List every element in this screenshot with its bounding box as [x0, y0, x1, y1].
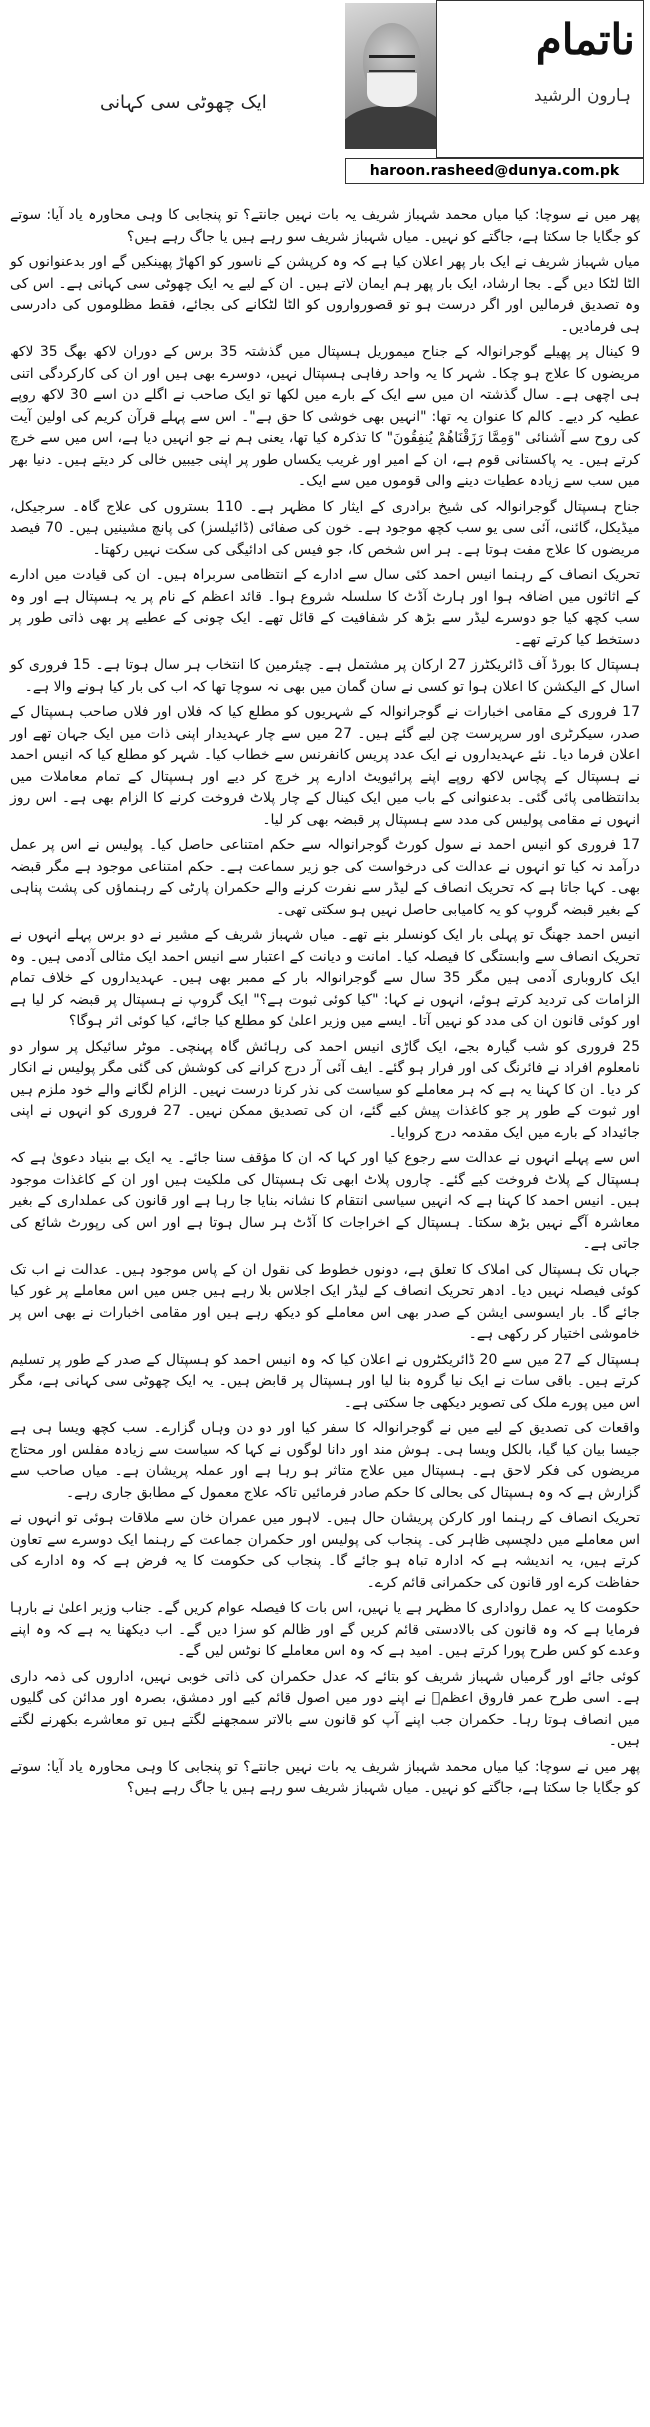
paragraph: واقعات کی تصدیق کے لیے میں نے گوجرانوالہ کا سفر کیا اور دو دن وہاں گزارے۔ سب کچھ ویسا ہی ہے جیسا بیان کیا گیا، بالکل ویسا ہی۔ ہوش مند اور دانا لوگوں نے کہا کہ سیاست سے زیادہ مفلس اور محتاج مریضوں کی فکر لاحق ہے۔ ہسپتال میں علاج متاثر ہو رہا ہے اور عملہ پریشان ہے۔ میاں صاحب سے گزارش ہے کہ وہ ہسپتال کی بحالی کا حکم صادر فرمائیں تاکہ علاج معمول کے مطابق جاری رہے۔ [10, 1420, 640, 1501]
author-name: ہارون الرشید [533, 86, 631, 106]
paragraph: 17 فروری کے مقامی اخبارات نے گوجرانوالہ کے شہریوں کو مطلع کیا کہ فلاں اور فلاں صاحب ہسپتال کے صدر، سیکرٹری اور سرپرست چن لیے گئے ہیں۔ 27 میں سے چار عہدیدار اپنی ذات میں ایک جہان تھے اور اعلان فرما دیا۔ نئے عہدیداروں نے ایک عدد پریس کانفرنس سے خطاب کیا۔ شہر کو مطلع کیا کہ انیس احمد نے ہسپتال کے پچاس لاکھ روپے اپنے پرائیویٹ ادارے پر خرچ کر دیے اور ہسپتال کے تمام معاملات میں بدانتظامی پائی گئی۔ بدعنوانی کے باب میں ایک کینال کے چار پلاٹ فروخت کرنے کا الزام بھی ہے۔ اس روز انہوں نے مقامی پولیس کی مدد سے ہسپتال پر قبضہ بھی کر لیا۔ [10, 704, 640, 828]
paragraph: 9 کینال پر پھیلے گوجرانوالہ کے جناح میموریل ہسپتال میں گذشتہ 35 برس کے دوران لاکھ بھگ 35 لاکھ مریضوں کا علاج ہو چکا۔ شہر کا یہ واحد رفاہی ہسپتال نہیں، دوسرے بھی ہیں اور ان کی کارکردگی اتنی ہی اچھی ہے۔ سال گذشتہ ان میں سے ایک کے بارے میں لکھا تو ایک صاحب نے اگلے دن اسے 30 لاکھ روپے عطیہ کر دیے۔ کالم کا عنوان یہ تھا: "انہیں بھی خوشی کا حق ہے"۔ اس سے پہلے قرآن کریم کی اولین آیت کی روح سے آشنائی "وَمِمَّا رَزَقْنَاهُمْ يُنفِقُونَ" کا تذکرہ کیا تھا، یعنی ہم نے جو انہیں دیا ہے، اس میں سے خرچ کرتے ہیں۔ یہ پاکستانی قوم ہے، ان کے امیر اور غریب یکساں طور پر اپنی جیبیں خالی کر دیتے ہیں۔ دنیا بھر میں سب سے زیادہ عطیات دینے والی قوموں میں سے ایک۔ [10, 344, 640, 489]
paragraph: میاں شہباز شریف نے ایک بار پھر اعلان کیا ہے کہ وہ کرپشن کے ناسور کو اکھاڑ پھینکیں گے اور بدعنوانوں کو الٹا لٹکا دیں گے۔ بجا ارشاد، ایک بار پھر ہم ایمان لاتے ہیں۔ ان کے لیے یہ ایک چھوٹی سی کہانی ہے۔ اس کی وہ تصدیق فرمالیں اور اگر درست ہو تو قصورواروں کو الٹا لٹکانے کی بجائے، فقط مظلوموں کی دادرسی ہی فرمادیں۔ [10, 254, 640, 335]
paragraph: اس سے پہلے انہوں نے عدالت سے رجوع کیا اور کہا کہ ان کا مؤقف سنا جائے۔ یہ ایک بے بنیاد دعویٰ ہے کہ ہسپتال کے پلاٹ فروخت کیے گئے۔ چاروں پلاٹ ابھی تک ہسپتال کی ملکیت ہیں اور ان کے کاغذات موجود ہیں۔ انیس احمد کا کہنا ہے کہ انہیں سیاسی انتقام کا نشانہ بنایا جا رہا ہے اور قانون کی عملداری کے بغیر معاشرہ آگے نہیں بڑھ سکتا۔ ہسپتال کے اخراجات کا آڈٹ ہر سال ہوتا ہے اور اس کی رپورٹ شائع کی جاتی ہے۔ [10, 1150, 640, 1252]
paragraph: ہسپتال کے 27 میں سے 20 ڈائریکٹروں نے اعلان کیا کہ وہ انیس احمد کو ہسپتال کے صدر کے طور پر تسلیم کرتے ہیں۔ باقی سات نے ایک نیا گروہ بنا لیا اور ہسپتال پر قابض ہیں۔ یہ ایک چھوٹی سی کہانی ہے، مگر اس میں پورے ملک کی تصویر دیکھی جا سکتی ہے۔ [10, 1351, 640, 1411]
paragraph: کوئی جائے اور گرمیاں شہباز شریف کو بتائے کہ عدل حکمران کی ذاتی خوبی نہیں، اداروں کی ذمہ داری ہے۔ اسی طرح عمر فاروق اعظمؓ نے اپنے دور میں اصول قائم کیے اور دمشق، بصرہ اور مدائن کی گلیوں میں انصاف ہوتا رہا۔ حکمران جب اپنے آپ کو قانون سے بالاتر سمجھنے لگتے ہیں تو معاشرے بکھرنے لگتے ہیں۔ [10, 1668, 640, 1749]
column-title: ناتمام [535, 15, 635, 64]
author-photo [345, 3, 439, 149]
paragraph: ہسپتال کا بورڈ آف ڈائریکٹرز 27 ارکان پر مشتمل ہے۔ چیئرمین کا انتخاب ہر سال ہوتا ہے۔ 15 فروری کو اسال کے الیکشن کا اعلان ہوا تو کسی نے سان گمان میں بھی نہ سوچا تھا کہ اب کی بار کیا ہونے والا ہے۔ [10, 657, 640, 695]
article-body [10, 205, 640, 1804]
paragraph: حکومت کا یہ عمل رواداری کا مظہر ہے یا نہیں، اس بات کا فیصلہ عوام کریں گے۔ جناب وزیر اعلیٰ نے بارہا فرمایا ہے کہ وہ قانون کی بالادستی قائم کریں گے اور ظالم کو سزا دیں گے۔ اب دیکھنا یہ ہے کہ وہ اپنے وعدے کو کس طرح پورا کرتے ہیں۔ امید ہے کہ وہ اس معاملے کا نوٹس لیں گے۔ [10, 1600, 640, 1659]
author-email[interactable]: haroon.rasheed@dunya.com.pk [345, 158, 644, 184]
column-masthead [436, 0, 644, 158]
paragraph: پھر میں نے سوچا: کیا میاں محمد شہباز شریف یہ بات نہیں جانتے؟ تو پنجابی کا وہی محاورہ یاد آیا: سوتے کو جگایا جا سکتا ہے، جاگتے کو نہیں۔ میاں شہباز شریف سو رہے ہیں یا جاگ رہے ہیں؟ [10, 1758, 640, 1796]
paragraph: جہاں تک ہسپتال کی املاک کا تعلق ہے، دونوں خطوط کی نقول ان کے پاس موجود ہیں۔ عدالت نے اب تک کوئی فیصلہ نہیں دیا۔ ادھر تحریک انصاف کے لیڈر ایک اجلاس بلا رہے ہیں جس میں اس معاملے پر غور کیا جائے گا۔ بار ایسوسی ایشن کے صدر بھی اس معاملے کو دیکھ رہے ہیں اور مقامی اخبارات نے بھی اس پر خاموشی اختیار کر رکھی ہے۔ [10, 1261, 640, 1342]
paragraph: تحریک انصاف کے رہنما انیس احمد کئی سال سے ادارے کے انتظامی سربراہ ہیں۔ ان کی قیادت میں ادارے کے اثاثوں میں اضافہ ہوا اور ہارٹ آڈٹ کا سلسلہ شروع ہوا۔ قائد اعظم کے نام پر یہ ہسپتال ہے اور وہ سب کچھ کیا جو دوسرے لیڈر سے بڑھ کر شفافیت کے قائل تھے۔ ایک چونی کے عطیے پر بھی ذاتی طور پر دستخط کیا کرتے تھے۔ [10, 567, 640, 648]
article-headline: ایک چھوٹی سی کہانی [100, 92, 267, 113]
paragraph: 25 فروری کو شب گیارہ بجے، ایک گاڑی انیس احمد کی رہائش گاہ پہنچی۔ موٹر سائیکل پر سوار دو نامعلوم افراد نے فائرنگ کی اور فرار ہو گئے۔ ایف آئی آر درج کرانے کی کوشش کی گئی مگر پولیس نے انکار کر دیا۔ ان کا کہنا یہ ہے کہ ہر معاملے کو سیاست کی نذر کرنا درست نہیں۔ الزام لگانے والے خود ملزم ہیں اور ثبوت کے طور پر جو کاغذات پیش کیے گئے، ان کی تصدیق ممکن نہیں۔ 27 فروری کو انہوں نے اپنی جائیداد کے بارے میں ایک مقدمہ درج کروایا۔ [10, 1038, 641, 1141]
paragraph: جناح ہسپتال گوجرانوالہ کی شیخ برادری کے ایثار کا مظہر ہے۔ 110 بستروں کی علاج گاہ۔ سرجیکل، میڈیکل، گائنی، آئی سی یو سب کچھ موجود ہے۔ خون کی صفائی (ڈائیلسز) کی پانچ مشینیں ہیں۔ 70 فیصد مریضوں کا علاج مفت ہوتا ہے۔ ہر اس شخص کا، جو فیس کی ادائیگی کی سکت نہیں رکھتا۔ [10, 498, 641, 558]
paragraph: انیس احمد جھنگ تو پہلی بار ایک کونسلر بنے تھے۔ میاں شہباز شریف کے مشیر نے دو برس پہلے انہوں نے تحریک انصاف سے وابستگی کا فیصلہ کیا۔ امانت و دیانت کے اعتبار سے انیس احمد ایک مثالی آدمی ہیں۔ وہ ایک کاروباری آدمی ہیں مگر 35 سال سے گوجرانوالہ بار کے ممبر بھی ہیں۔ عہدیداروں کے خلاف تمام الزامات کی تردید کرتے ہوئے، انہوں نے کہا: "کیا کوئی ثبوت ہے؟" ایک گروپ نے ہسپتال پر قبضہ کر لیا ہے اور کوئی قانون ان کی مدد کو نہیں آتا۔ ایسے میں وزیر اعلیٰ کو مطلع کیا جائے، کیا کوئی اثر ہوگا؟ [10, 927, 640, 1029]
paragraph: تحریک انصاف کے رہنما اور کارکن پریشان حال ہیں۔ لاہور میں عمران خان سے ملاقات ہوئی تو انہوں نے اس معاملے میں دلچسپی ظاہر کی۔ پنجاب کی پولیس اور حکمران جماعت کے رہنما ایک دوسرے سے تعاون کرتے ہیں، یہ اندیشہ ہے کہ ادارہ تباہ ہو جائے گا۔ پنجاب کی حکومت کا یہ فرض ہے کہ وہ ادارے کی حفاظت کرے اور قانون کی حکمرانی قائم کرے۔ [10, 1510, 640, 1591]
paragraph: پھر میں نے سوچا: کیا میاں محمد شہباز شریف یہ بات نہیں جانتے؟ تو پنجابی کا وہی محاورہ یاد آیا: سوتے کو جگایا جا سکتا ہے، جاگتے کو نہیں۔ میاں شہباز شریف سو رہے ہیں یا جاگ رہے ہیں؟ [10, 207, 640, 245]
column-header [0, 0, 650, 205]
paragraph: 17 فروری کو انیس احمد نے سول کورٹ گوجرانوالہ سے حکم امتناعی حاصل کیا۔ پولیس نے اس پر عمل درآمد نہ کیا تو انہوں نے عدالت کی درخواست کی جو زیر سماعت ہے۔ حکم امتناعی موجود ہے مگر قبضہ بھی۔ کہا جاتا ہے کہ تحریک انصاف کے لیڈر سے نفرت کرنے والے حکمران پارٹی کے رہنماؤں کی پشت پناہی کے بغیر قبضہ گروپ کو یہ کامیابی حاصل نہیں ہو سکتی تھی۔ [10, 837, 640, 918]
